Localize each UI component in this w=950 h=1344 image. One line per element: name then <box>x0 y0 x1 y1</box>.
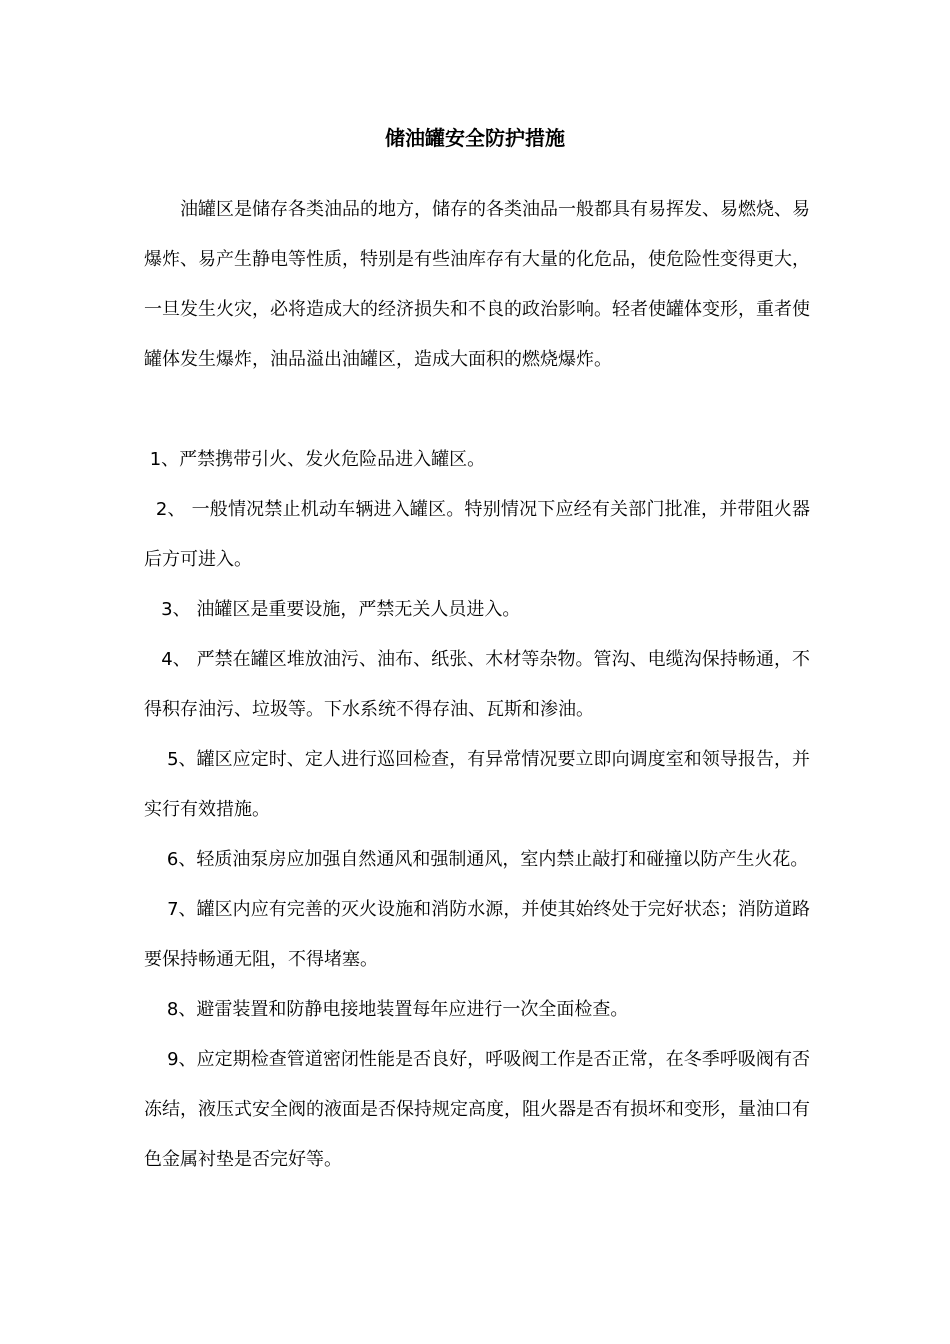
intro-paragraph: 油罐区是储存各类油品的地方，储存的各类油品一般都具有易挥发、易燃烧、易爆炸、易产生静电等性质，特别是有些油库存有大量的化危品，使危险性变得更大，一旦发生火灾，必将造成大的经济损失和不良的政治影响。轻者使罐体变形，重者使罐体发生爆炸，油品溢出油罐区，造成大面积的燃烧爆炸。 <box>144 199 810 370</box>
list-item: 6、轻质油泵房应加强自然通风和强制通风，室内禁止敲打和碰撞以防产生火花。 <box>144 849 809 870</box>
document-body <box>144 185 810 1185</box>
list-item: 9、应定期检查管道密闭性能是否良好，呼吸阀工作是否正常，在冬季呼吸阀有否冻结，液压式安全阀的液面是否保持规定高度，阻火器是否有损坏和变形，量油口有色金属衬垫是否完好等。 <box>144 1049 810 1170</box>
list-item: 2、 一般情况禁止机动车辆进入罐区。特别情况下应经有关部门批准，并带阻火器后方可进入。 <box>144 499 811 570</box>
paragraph-spacer <box>144 385 810 435</box>
list-item: 5、罐区应定时、定人进行巡回检查，有异常情况要立即向调度室和领导报告，并实行有效措施。 <box>144 749 810 820</box>
list-item: 8、避雷装置和防静电接地装置每年应进行一次全面检查。 <box>144 999 629 1020</box>
list-item: 1、严禁携带引火、发火危险品进入罐区。 <box>144 449 486 470</box>
list-item: 7、罐区内应有完善的灭火设施和消防水源，并使其始终处于完好状态；消防道路要保持畅通无阻，不得堵塞。 <box>144 899 810 970</box>
list-item: 3、 油罐区是重要设施，严禁无关人员进入。 <box>144 599 521 620</box>
list-item: 4、 严禁在罐区堆放油污、油布、纸张、木材等杂物。管沟、电缆沟保持畅通，不得积存油污、垃圾等。下水系统不得存油、瓦斯和渗油。 <box>144 649 810 720</box>
document-title: 储油罐安全防护措施 <box>385 126 565 150</box>
